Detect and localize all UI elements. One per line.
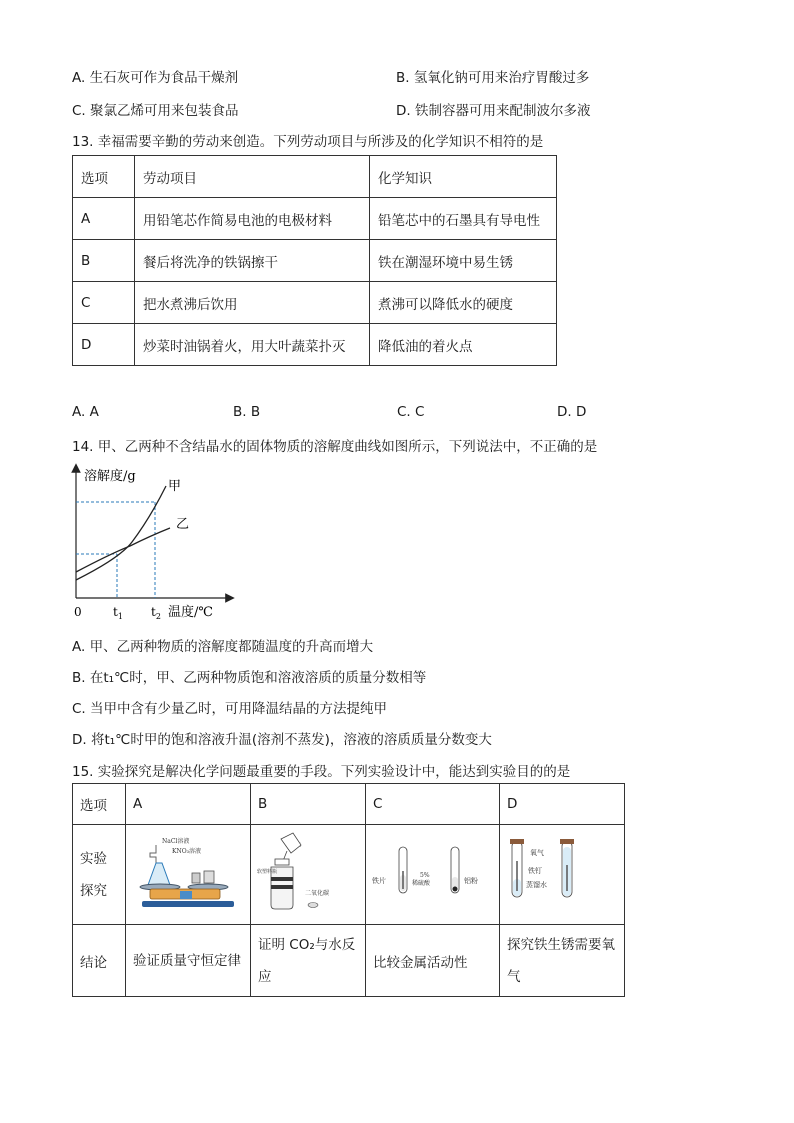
- curve-yi-label: 乙: [176, 517, 190, 532]
- concentration-label: 5%: [420, 872, 430, 879]
- table-cell: 结论: [73, 925, 126, 997]
- q13-option-d: D. D: [557, 404, 587, 420]
- curve-jia: [76, 486, 166, 580]
- experiment-d-cell: [500, 825, 625, 925]
- naclsoln-label: NaCl溶液: [162, 838, 190, 845]
- aluminium-powder-label: 铝粉: [464, 877, 478, 885]
- q15-table: [72, 783, 625, 997]
- kno3soln-label: KNO₃溶液: [172, 848, 202, 855]
- t2-label: $t_2$: [151, 605, 161, 621]
- solubility-graph: [70, 458, 240, 628]
- table-row: [73, 198, 557, 240]
- q14-option-b: B. 在t₁℃时，甲、乙两种物质饱和溶液溶质的质量分数相等: [72, 670, 427, 686]
- table-row: [73, 825, 625, 925]
- q12-option-b: B. 氢氧化钠可用来治疗胃酸过多: [396, 70, 590, 86]
- table-cell: D: [73, 324, 135, 366]
- table-row: [73, 282, 557, 324]
- experiment-a-cell: [126, 825, 251, 925]
- q14-option-d: D. 将t₁℃时甲的饱和溶液升温(溶剂不蒸发)，溶液的溶质质量分数变大: [72, 732, 492, 748]
- q13-option-b: B. B: [233, 404, 261, 420]
- experiment-b-cell: [251, 825, 366, 925]
- table-cell: 炒菜时油锅着火，用大叶蔬菜扑灭: [135, 324, 370, 366]
- distilled-water-label: 蒸馏水: [526, 881, 547, 889]
- q15-stem: 15. 实验探究是解决化学问题最重要的手段。下列实验设计中，能达到实验目的的是: [72, 764, 571, 780]
- table-cell: 餐后将洗净的铁锅擦干: [135, 240, 370, 282]
- table-row: [73, 156, 557, 198]
- origin-label: 0: [74, 605, 82, 619]
- table-cell: 验证质量守恒定律: [126, 925, 251, 997]
- table-header: B: [251, 784, 366, 825]
- soft-bottle-label: 软塑料瓶: [257, 869, 278, 875]
- balance-illustration: [126, 825, 250, 920]
- table-cell: C: [73, 282, 135, 324]
- table-header: 选项: [73, 156, 135, 198]
- co2-label: 二氧化碳: [305, 890, 330, 897]
- table-cell: 实验探究: [73, 825, 126, 925]
- q13-option-a: A. A: [72, 404, 99, 420]
- table-header: A: [126, 784, 251, 825]
- table-header: 选项: [73, 784, 126, 825]
- x-axis-label: 温度/℃: [168, 605, 213, 620]
- test-tube-illustration: [366, 825, 499, 920]
- iron-nail-label: 铁钉: [528, 867, 542, 875]
- curve-yi: [76, 528, 170, 572]
- table-header: 化学知识: [370, 156, 557, 198]
- table-cell: 铁在潮湿环境中易生锈: [370, 240, 557, 282]
- q14-option-c: C. 当甲中含有少量乙时，可用降温结晶的方法提纯甲: [72, 701, 388, 717]
- table-header: D: [500, 784, 625, 825]
- table-cell: B: [73, 240, 135, 282]
- curve-jia-label: 甲: [168, 479, 182, 494]
- table-row: [73, 925, 625, 997]
- dilute-acid-label: 稀硫酸: [412, 880, 431, 887]
- q13-option-c: C. C: [397, 404, 425, 420]
- table-cell: 探究铁生锈需要氧气: [500, 925, 625, 997]
- bottle-illustration: [251, 825, 365, 920]
- q14-option-a: A. 甲、乙两种物质的溶解度都随温度的升高而增大: [72, 639, 374, 655]
- table-row: [73, 324, 557, 366]
- table-row: [73, 240, 557, 282]
- experiment-c-cell: [366, 825, 500, 925]
- table-cell: 把水煮沸后饮用: [135, 282, 370, 324]
- q14-stem: 14. 甲、乙两种不含结晶水的固体物质的溶解度曲线如图所示，下列说法中，不正确的是: [72, 439, 598, 455]
- iron-plate-label: 铁片: [372, 877, 386, 885]
- table-row: [73, 784, 625, 825]
- table-cell: A: [73, 198, 135, 240]
- table-cell: 煮沸可以降低水的硬度: [370, 282, 557, 324]
- table-header: C: [366, 784, 500, 825]
- q13-stem: 13. 幸福需要辛勤的劳动来创造。下列劳动项目与所涉及的化学知识不相符的是: [72, 134, 544, 150]
- t1-label: $t_1$: [113, 605, 123, 621]
- q13-table: [72, 155, 557, 366]
- table-cell: 降低油的着火点: [370, 324, 557, 366]
- rust-tubes-illustration: [500, 825, 624, 920]
- table-header: 劳动项目: [135, 156, 370, 198]
- q12-option-c: C. 聚氯乙烯可用来包装食品: [72, 103, 239, 119]
- oxygen-label: 氧气: [530, 849, 544, 857]
- table-cell: 铅笔芯中的石墨具有导电性: [370, 198, 557, 240]
- table-cell: 比较金属活动性: [366, 925, 500, 997]
- table-cell: 用铅笔芯作简易电池的电极材料: [135, 198, 370, 240]
- q12-option-a: A. 生石灰可作为食品干燥剂: [72, 70, 239, 86]
- y-axis-label: 溶解度/g: [84, 469, 136, 484]
- q12-option-d: D. 铁制容器可用来配制波尔多液: [396, 103, 591, 119]
- table-cell: 证明 CO₂与水反应: [251, 925, 366, 997]
